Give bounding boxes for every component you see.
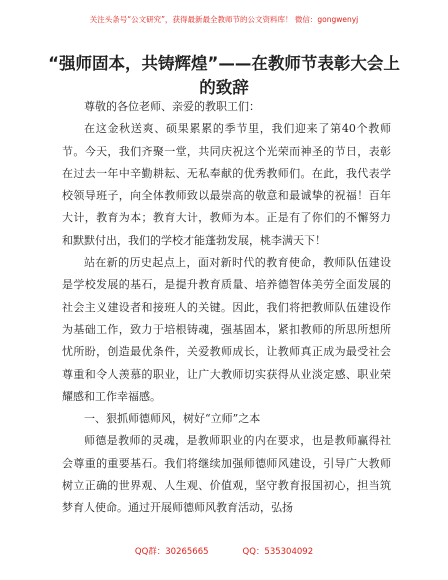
qq-number: QQ：535304092 (242, 547, 314, 557)
paragraph-1: 在这金秋送爽、硕果累累的季节里，我们迎来了第40个教师节。今天，我们齐聚一堂，共同庆祝这个光荣而神圣的节日，表彰在过去一年中辛勤耕耘、无私奉献的优秀教师们。在此，我代表学校领导班子，向全体教师致以最崇高的敬意和最诚挚的祝福！百年大计，教育为本；教育大计，教师为本。正是有了你们的不懈努力和默默付出，我们的学校才能蓬勃发展，桃李满天下！ (62, 122, 391, 247)
paragraph-3: 师德是教师的灵魂，是教师职业的内在要求，也是教师赢得社会尊重的重要基石。我们将继续加强师德师风建设，引导广大教师树立正确的世界观、人生观、价值观，坚守教育报国初心，担当筑梦育人使命。通过开展师德师风教育活动，弘扬 (62, 434, 391, 515)
header-banner: 关注头条号“公文研究”，获得最新最全教师节的公文资料库！ 微信：gongwenyj (89, 15, 359, 24)
footer-contact (0, 545, 448, 557)
qq-group-number: QQ群：30265665 (134, 547, 209, 557)
document-body (62, 96, 391, 520)
page-title: “强师固本，共铸辉煌”——在教师节表彰大会上的致辞 (48, 54, 400, 97)
section-heading-1: 一、狠抓师德师风，树好“立师”之本 (84, 412, 261, 426)
greeting-line: 尊敬的各位老师、亲爱的教职工们： (84, 100, 260, 113)
paragraph-2: 站在新的历史起点上，面对新时代的教育使命，教师队伍建设是学校发展的基石，是提升教育质量、培养德智体美劳全面发展的社会主义建设者和接班人的关键。因此，我们将把教师队伍建设作为基础工作，致力于培根铸魂，强基固本，紧扣教师的所思所想所忧所盼，创造最优条件，关爱教师成长，让教师真正成为最受社会尊重和令人羡慕的职业，让广大教师切实获得从业淡定感、职业荣耀感和工作幸福感。 (62, 256, 391, 403)
